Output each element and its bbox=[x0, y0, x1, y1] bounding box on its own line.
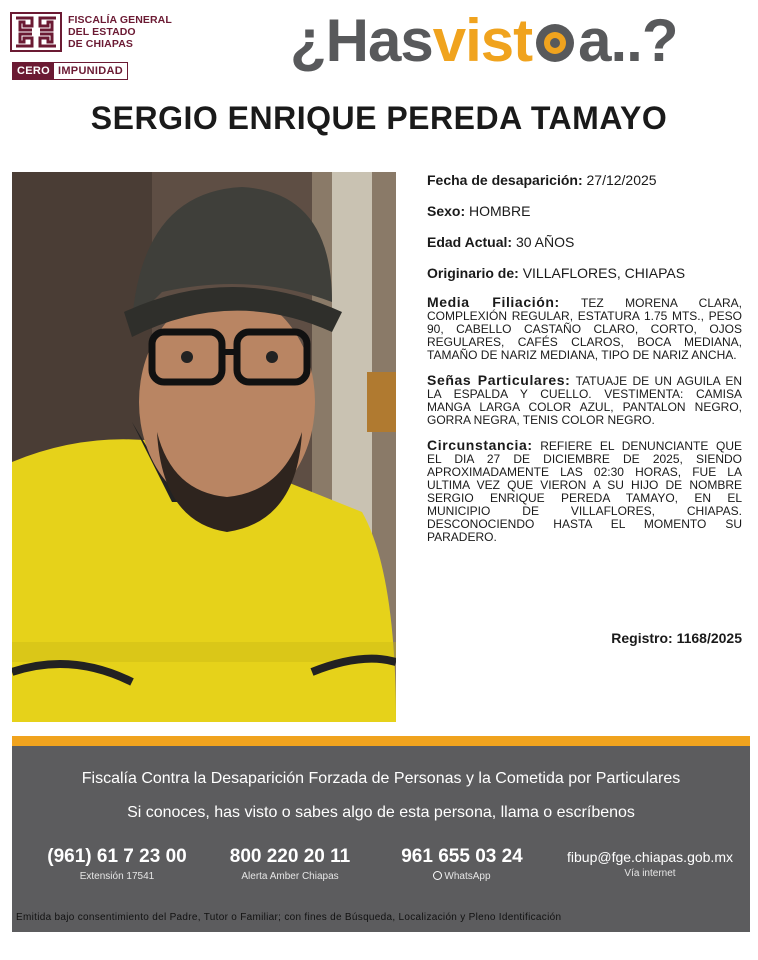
fge-emblem-icon bbox=[10, 12, 62, 52]
agency-line: DE CHIAPAS bbox=[68, 38, 133, 50]
person-photo-illustration bbox=[12, 172, 396, 722]
fecha-value: 27/12/2025 bbox=[586, 172, 657, 188]
person-name: SERGIO ENRIQUE PEREDA TAMAYO bbox=[90, 100, 668, 136]
origen-row bbox=[427, 265, 742, 282]
registro bbox=[560, 630, 742, 646]
circ-label: Circunstancia: bbox=[427, 437, 533, 453]
fecha-label: Fecha de desaparición: bbox=[427, 172, 583, 188]
registro-label: Registro: bbox=[611, 630, 673, 646]
orange-divider bbox=[12, 736, 750, 746]
sexo-row bbox=[427, 203, 742, 220]
vestimenta-value: VESTIMENTA: CAMISA MANGA LARGA COLOR AZUL, PANTALON NEGRO, GORRA NEGRA, TENIS COLOR NEGRO. bbox=[427, 387, 742, 427]
contact-amber bbox=[220, 846, 360, 882]
disclaimer: Emitida bajo consentimiento del Padre, Tutor o Familiar; con fines de Búsqueda, Localización y Pleno Identificación bbox=[16, 912, 562, 923]
brand-part-1: ¿Has bbox=[290, 7, 433, 74]
origen-value: VILLAFLORES, CHIAPAS bbox=[522, 265, 686, 281]
brand-part-2: vist bbox=[432, 7, 533, 74]
eye-icon bbox=[533, 21, 577, 65]
cero-impunidad-badge bbox=[12, 62, 128, 80]
sexo-label: Sexo: bbox=[427, 203, 466, 219]
edad-row bbox=[427, 234, 742, 251]
media-value: TEZ MORENA CLARA, COMPLEXIÓN REGULAR, ESTATURA 1.75 MTS., PESO 90, CABELLO CASTAÑO CLARO, CORTO, OJOS REGULARES, CAFÉS CLAROS, BOCA MEDIANA, TAMAÑO DE NARIZ MEDIANA, TIPO DE NARIZ ANCHA. bbox=[427, 296, 742, 362]
circ-value: REFIERE EL DENUNCIANTE QUE EL DIA 27 DE DICIEMBRE DE 2025, SIENDO APROXIMADAMENTE LAS 02:30 HORAS, FUE LA ULTIMA VEZ QUE VIERON A SU HIJO DE NOMBRE SERGIO ENRIQUE PEREDA TAMAYO, EN EL MUNICIPIO DE VILLAFLORES, CHIAPAS. DESCONOCIENDO HASTA EL MOMENTO SU PARADERO. bbox=[427, 439, 742, 544]
contact-phone-1 bbox=[42, 846, 192, 882]
phone-number[interactable]: 800 220 20 11 bbox=[229, 846, 351, 867]
motto-cero: CERO bbox=[13, 63, 54, 79]
contact-email bbox=[560, 846, 740, 879]
senas-paragraph bbox=[427, 374, 742, 427]
agency-line: FISCALÍA GENERAL bbox=[68, 14, 172, 26]
phone-note: WhatsApp bbox=[444, 871, 491, 882]
senas-value: TATUAJE DE UN AGUILA EN LA ESPALDA Y CUELLO. bbox=[427, 374, 743, 401]
has-visto-brand bbox=[290, 2, 677, 80]
phone-note: Extensión 17541 bbox=[79, 871, 155, 882]
sexo-value: HOMBRE bbox=[469, 203, 531, 219]
motto-impunidad: IMPUNIDAD bbox=[57, 65, 124, 77]
call-to-action: Si conoces, has visto o sabes algo de esta persona, llama o escríbenos bbox=[127, 804, 635, 821]
registro-value: 1168/2025 bbox=[676, 630, 742, 646]
details-column bbox=[427, 172, 742, 556]
edad-label: Edad Actual: bbox=[427, 234, 513, 250]
contact-whatsapp bbox=[392, 846, 532, 882]
senas-label: Señas Particulares: bbox=[427, 372, 571, 388]
media-filiacion-paragraph bbox=[427, 296, 742, 362]
phone-number[interactable]: (961) 61 7 23 00 bbox=[47, 846, 187, 867]
phone-number[interactable]: 961 655 03 24 bbox=[401, 846, 523, 867]
agency-line: DEL ESTADO bbox=[68, 26, 136, 38]
agency-name bbox=[68, 14, 172, 50]
email-note: Vía internet bbox=[624, 868, 676, 879]
phone-note-wrap bbox=[392, 871, 532, 882]
media-label: Media Filiación: bbox=[427, 294, 560, 310]
fiscalia-name: Fiscalía Contra la Desaparición Forzada de Personas y la Cometida por Particulares bbox=[81, 770, 681, 787]
email-address[interactable]: fibup@fge.chiapas.gob.mx bbox=[567, 849, 733, 865]
whatsapp-icon bbox=[433, 871, 442, 880]
brand-part-3: a..? bbox=[578, 7, 678, 74]
contact-footer bbox=[12, 746, 750, 932]
person-photo bbox=[12, 172, 396, 722]
fecha-row bbox=[427, 172, 742, 189]
phone-note: Alerta Amber Chiapas bbox=[241, 871, 339, 882]
circunstancia-paragraph bbox=[427, 439, 742, 544]
fge-chiapas-logo bbox=[10, 10, 180, 82]
origen-label: Originario de: bbox=[427, 265, 519, 281]
edad-value: 30 AÑOS bbox=[515, 234, 575, 250]
